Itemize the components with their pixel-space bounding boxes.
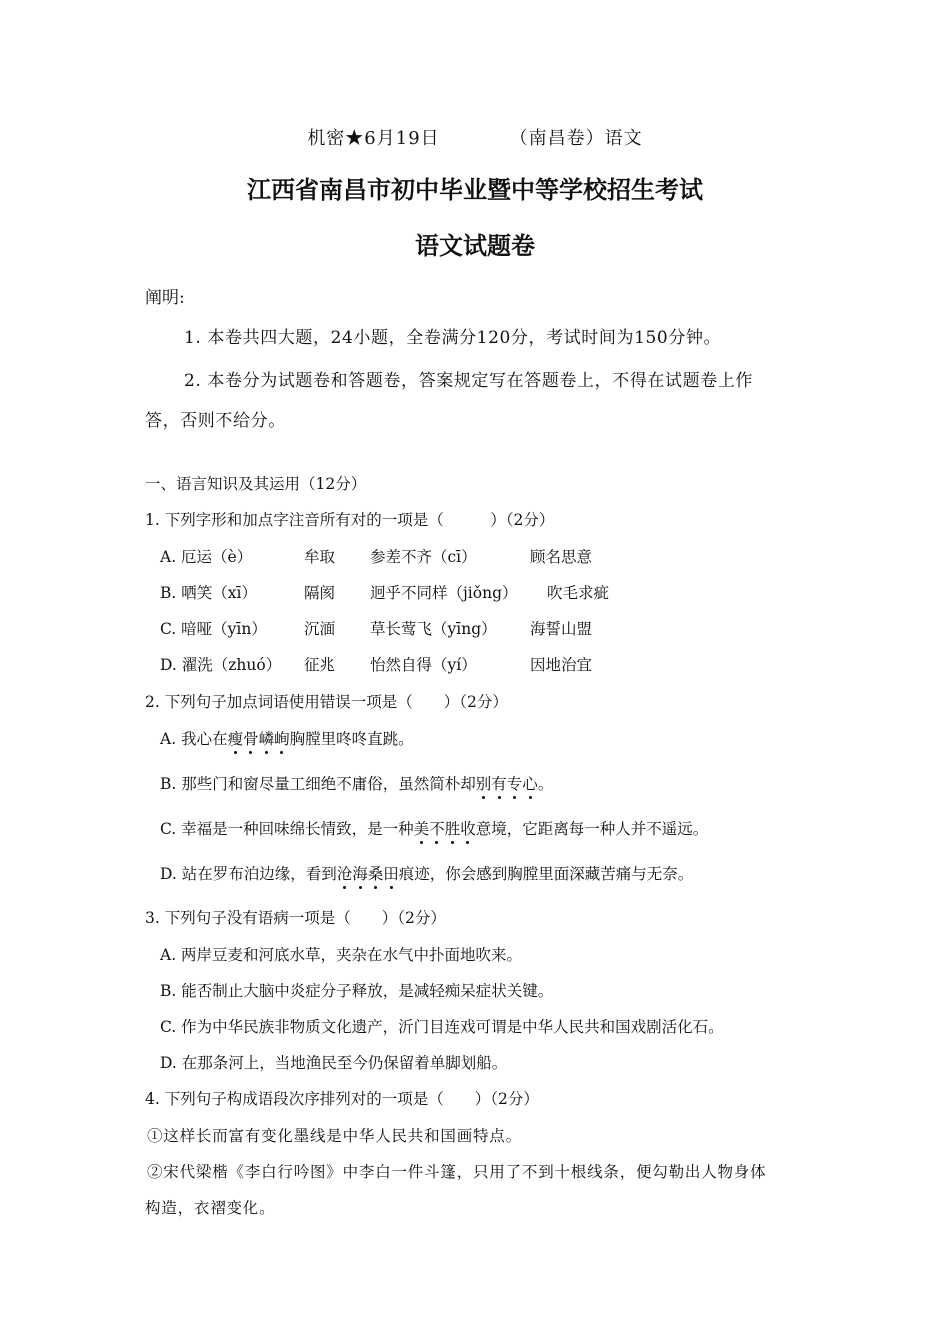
q3-option-d: D. 在那条河上，当地渔民至今仍保留着单脚划船。 [160, 1054, 508, 1072]
q2-option-d: D. 站在罗布泊边缘，看到沧海桑田痕迹，你会感到胸膛里面深藏苦痛与无奈。 [160, 865, 694, 883]
emphasis-dot-char: 胜 [444, 820, 461, 838]
notes-label: 阐明: [145, 288, 185, 308]
q3-option-a: A. 两岸豆麦和河底水草，夹杂在水气中扑面地吹来。 [160, 946, 523, 964]
emphasis-dot-char: 收 [460, 820, 476, 838]
emphasis-dot-char: 峋 [274, 730, 290, 748]
emphasis-dot-char: 有 [491, 775, 507, 793]
emphasis-dot-char: 桑 [367, 865, 384, 883]
q3-option-b: B. 能否制止大脑中炎症分子释放，是减轻痴呆症状关键。 [160, 982, 554, 1000]
notes-item-1: 1. 本卷共四大题，24小题，全卷满分120分，考试时间为150分钟。 [184, 328, 722, 348]
emphasis-dot-char: 沧 [336, 865, 353, 883]
emphasis-dot-char: 专 [506, 775, 523, 793]
emphasis-dot-char: 海 [352, 865, 368, 883]
q3-stem: 3. 下列句子没有语病一项是（ ）（2分） [145, 909, 446, 927]
emphasis-dot-char: 不 [429, 820, 445, 838]
emphasis-dot-char: 别 [475, 775, 492, 793]
emphasis-dot-char: 骨 [243, 730, 259, 748]
emphasis-dot-char: 嶙 [258, 730, 275, 748]
q2-b-dotted-term [476, 775, 538, 793]
q2-c-dotted-term [414, 820, 476, 838]
notes-item-2-cont: 答，否则不给分。 [145, 411, 286, 431]
emphasis-dot-char: 心 [522, 775, 538, 793]
q2-a-dotted-term [228, 730, 290, 748]
header-paper: （南昌卷）语文 [509, 128, 643, 149]
q2-stem: 2. 下列句子加点词语使用错误一项是（ ）（2分） [145, 693, 508, 711]
header-line [0, 124, 950, 150]
notes-item-2: 2. 本卷分为试题卷和答题卷，答案规定写在答题卷上，不得在试题卷上作 [184, 371, 754, 391]
emphasis-dot-char: 美 [413, 820, 430, 838]
q4-stem: 4. 下列句子构成语段次序排列对的一项是（ ）（2分） [145, 1090, 539, 1108]
q2-option-a: A. 我心在瘦骨嶙峋胸膛里咚咚直跳。 [160, 730, 414, 748]
exam-title: 江西省南昌市初中毕业暨中等学校招生考试 [247, 176, 703, 204]
emphasis-dot-char: 田 [383, 865, 399, 883]
section-1-heading: 一、语言知识及其运用（12分） [145, 475, 367, 493]
q1-stem: 1. 下列字形和加点字注音所有对的一项是（ ）（2分） [145, 511, 555, 529]
header-confidential: 机密★6月19日 [307, 128, 440, 149]
q3-option-c: C. 作为中华民族非物质文化遗产，沂门目连戏可谓是中华人民共和国戏剧活化石。 [160, 1018, 724, 1036]
emphasis-dot-char: 瘦 [227, 730, 244, 748]
q2-option-b: B. 那些门和窗尽量工细绝不庸俗，虽然简朴却别有专心。 [160, 775, 554, 793]
exam-subtitle: 语文试题卷 [415, 232, 535, 260]
q4-sentence-1: ①这样长而富有变化墨线是中华人民共和国画特点。 [147, 1127, 522, 1145]
q4-sentence-2-cont: 构造，衣褶变化。 [145, 1199, 276, 1217]
q4-sentence-2: ②宋代梁楷《李白行吟图》中李白一件斗篷，只用了不到十根线条，便勾勒出人物身体 [147, 1163, 767, 1181]
q2-d-dotted-term [337, 865, 399, 883]
q2-option-c: C. 幸福是一种回味绵长情致，是一种美不胜收意境，它距离每一种人并不遥远。 [160, 820, 709, 838]
